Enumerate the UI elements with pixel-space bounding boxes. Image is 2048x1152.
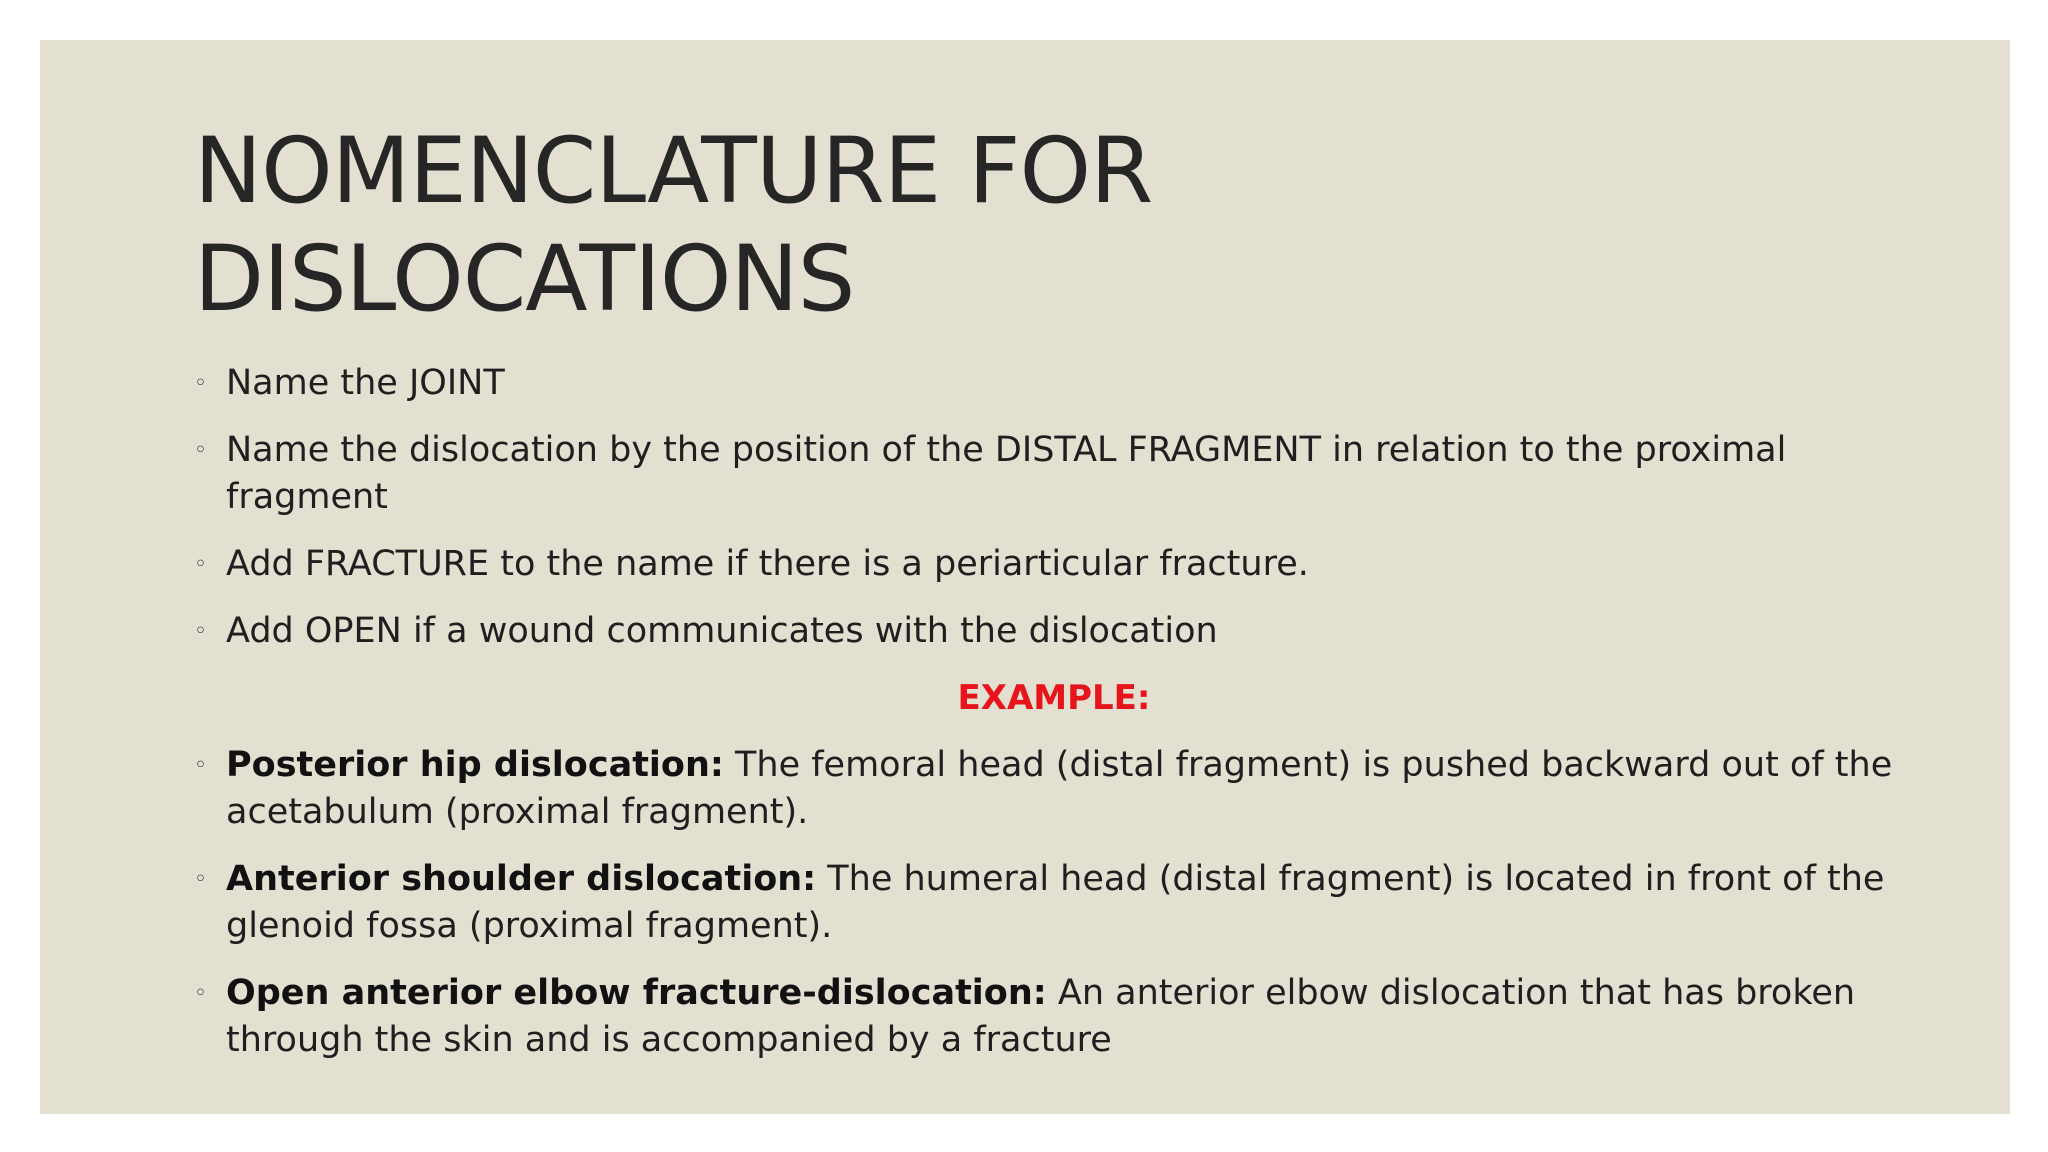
example-text: The femoral head (distal fragment) is pushed backward out of the acetabulum (proximal fragment).: [226, 745, 1893, 832]
example-text: The humeral head (distal fragment) is located in front of the glenoid fossa (proximal fragment).: [226, 859, 1885, 946]
example-text: An anterior elbow dislocation that has broken through the skin and is accompanied by a fracture: [226, 973, 1856, 1060]
example-item-hip: [194, 742, 1914, 836]
example-lead: Anterior shoulder dislocation:: [226, 859, 817, 899]
example-item-elbow: [194, 970, 1914, 1064]
bullet-icon: ◦: [194, 867, 207, 892]
title-line-2: DISLOCATIONS: [194, 227, 855, 332]
bullet-icon: ◦: [194, 371, 207, 396]
rule-text: Add OPEN if a wound communicates with the dislocation: [226, 611, 1218, 651]
slide-title: [194, 118, 1594, 334]
bullet-icon: ◦: [194, 552, 207, 577]
slide-content: [194, 360, 1914, 1084]
example-lead: Posterior hip dislocation:: [226, 745, 724, 785]
title-line-1: NOMENCLATURE FOR: [194, 119, 1153, 224]
bullet-icon: ◦: [194, 619, 207, 644]
rule-text: Name the dislocation by the position of the DISTAL FRAGMENT in relation to the proximal fragment: [226, 430, 1787, 517]
example-lead: Open anterior elbow fracture-dislocation:: [226, 973, 1047, 1013]
rule-item-open: [194, 608, 1914, 655]
slide: [40, 40, 2010, 1114]
example-heading: EXAMPLE:: [957, 678, 1151, 718]
rule-item-fracture: [194, 541, 1914, 588]
bullet-icon: ◦: [194, 981, 207, 1006]
rule-text: Add FRACTURE to the name if there is a periarticular fracture.: [226, 544, 1309, 584]
rule-text: Name the JOINT: [226, 363, 505, 403]
rule-item-joint: [194, 360, 1914, 407]
rule-item-distal-fragment: [194, 427, 1914, 521]
example-item-shoulder: [194, 856, 1914, 950]
bullet-icon: ◦: [194, 753, 207, 778]
bullet-icon: ◦: [194, 438, 207, 463]
